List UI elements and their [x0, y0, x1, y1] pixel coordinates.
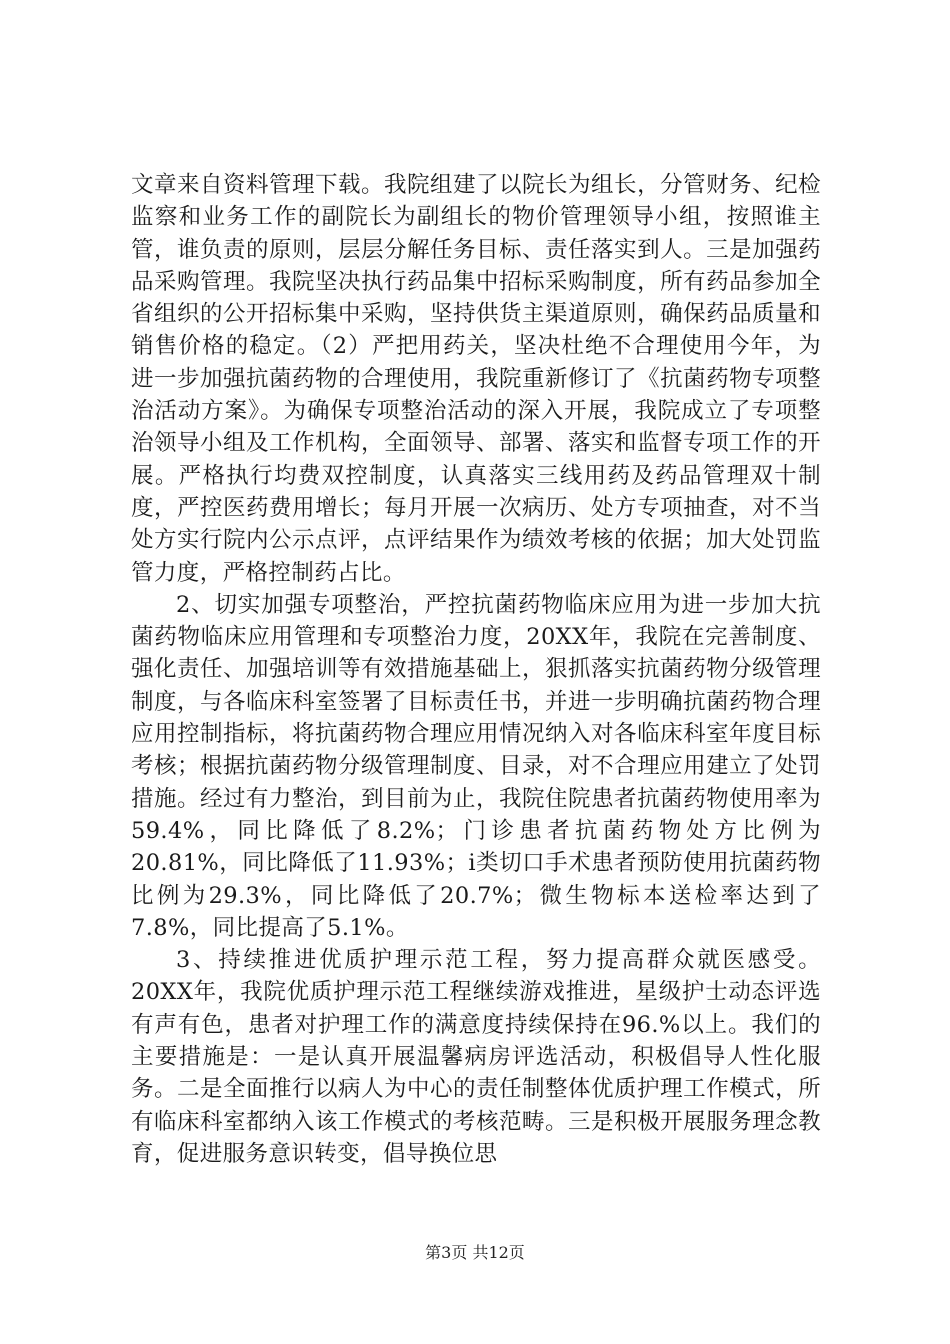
page-number-footer: 第3页 共12页 [425, 1243, 525, 1262]
paragraph-2: 2、切实加强专项整治，严控抗菌药物临床应用为进一步加大抗菌药物临床应用管理和专项整治力度，20XX年，我院在完善制度、强化责任、加强培训等有效措施基础上，狠抓落实抗菌药物分级管理制度，与各临床科室签署了目标责任书，并进一步明确抗菌药物合理应用控制指标，将抗菌药物合理应用情况纳入对各临床科室年度目标考核；根据抗菌药物分级管理制度、目录，对不合理应用建立了处罚措施。经过有力整治，到目前为止，我院住院患者抗菌药物使用率为59.4%，同比降低了8.2%；门诊患者抗菌药物处方比例为20.81%，同比降低了11.93%；i类切口手术患者预防使用抗菌药物比例为29.3%，同比降低了20.7%；微生物标本送检率达到了7.8%，同比提高了5.1%。 [131, 591, 821, 941]
paragraph-1: 文章来自资料管理下载。我院组建了以院长为组长，分管财务、纪检监察和业务工作的副院长为副组长的物价管理领导小组，按照谁主管，谁负责的原则，层层分解任务目标、责任落实到人。三是加强药品采购管理。我院坚决执行药品集中招标采购制度，所有药品参加全省组织的公开招标集中采购，坚持供货主渠道原则，确保药品质量和销售价格的稳定。（2）严把用药关，坚决杜绝不合理使用今年，为进一步加强抗菌药物的合理使用，我院重新修订了《抗菌药物专项整治活动方案》。为确保专项整治活动的深入开展，我院成立了专项整治领导小组及工作机构，全面领导、部署、落实和监督专项工作的开展。严格执行均费双控制度，认真落实三线用药及药品管理双十制度，严控医药费用增长；每月开展一次病历、处方专项抽查，对不当处方实行院内公示点评，点评结果作为绩效考核的依据；加大处罚监管力度，严格控制药占比。 [131, 172, 821, 586]
document-body [131, 169, 821, 1170]
paragraph-3: 3、持续推进优质护理示范工程，努力提高群众就医感受。20XX年，我院优质护理示范工程继续游戏推进，星级护士动态评选有声有色，患者对护理工作的满意度持续保持在96.%以上。我们的主要措施是：一是认真开展温馨病房评选活动，积极倡导人性化服务。二是全面推行以病人为中心的责任制整体优质护理工作模式，所有临床科室都纳入该工作模式的考核范畴。三是积极开展服务理念教育，促进服务意识转变，倡导换位思 [131, 947, 821, 1167]
